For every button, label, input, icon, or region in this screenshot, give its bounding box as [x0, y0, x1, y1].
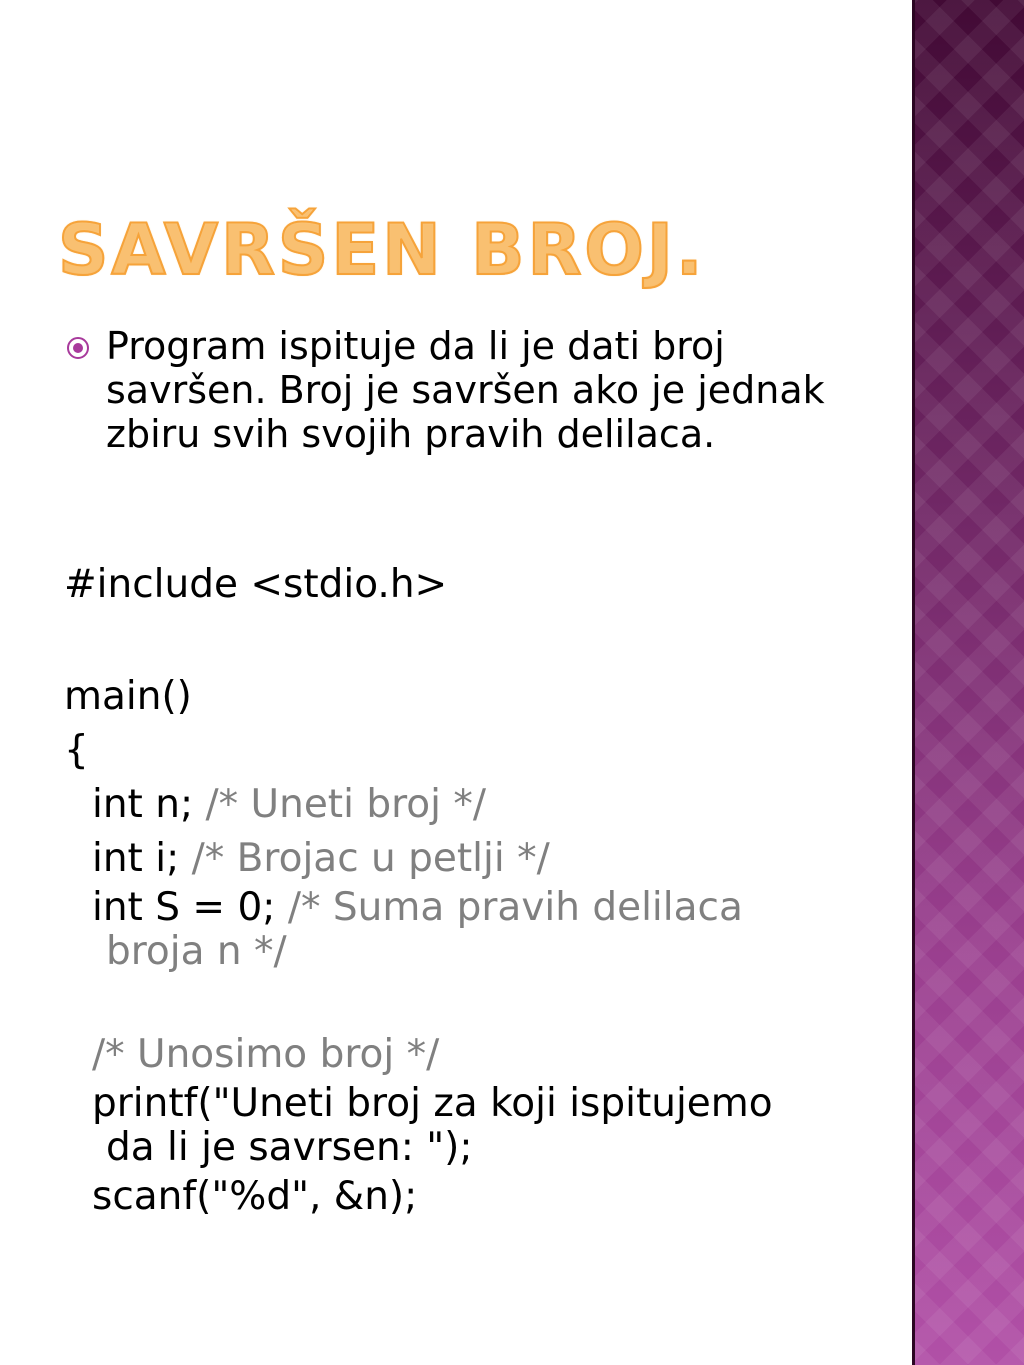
- bullet-item: [66, 324, 866, 456]
- code-open-brace: {: [64, 728, 89, 773]
- code-decl-s-statement: int S = 0;: [92, 885, 276, 930]
- code-block: [64, 558, 864, 1224]
- side-band-edge: [912, 0, 915, 1365]
- code-printf-2: da li je savrsen: ");: [106, 1125, 473, 1170]
- code-scanf: scanf("%d", &n);: [92, 1174, 418, 1219]
- code-decl-s-comment-2: broja n */: [106, 929, 287, 974]
- code-decl-n-comment: /* Uneti broj */: [205, 782, 486, 827]
- code-decl-i-comment: /* Brojac u petlji */: [191, 836, 550, 881]
- code-input-comment: /* Unosimo broj */: [92, 1032, 440, 1077]
- decorative-side-band: [912, 0, 1024, 1365]
- code-decl-i: [64, 832, 864, 886]
- slide-title: SAVRŠEN BROJ.: [58, 209, 706, 291]
- code-decl-i-statement: int i;: [92, 836, 180, 881]
- code-decl-n-statement: int n;: [92, 782, 194, 827]
- code-decl-s-comment-1: /* Suma pravih delilaca: [287, 885, 743, 930]
- circled-dot-icon: [66, 336, 90, 360]
- code-main: main(): [64, 674, 192, 719]
- code-decl-s: [64, 886, 864, 930]
- code-decl-n: [64, 778, 864, 832]
- code-include: #include <stdio.h>: [64, 562, 448, 607]
- bullet-text: Program ispituje da li je dati broj savršen. Broj je savršen ako je jednak zbiru svih svojih pravih delilaca.: [106, 324, 825, 456]
- code-printf-1: printf("Uneti broj za koji ispitujemo: [92, 1081, 773, 1126]
